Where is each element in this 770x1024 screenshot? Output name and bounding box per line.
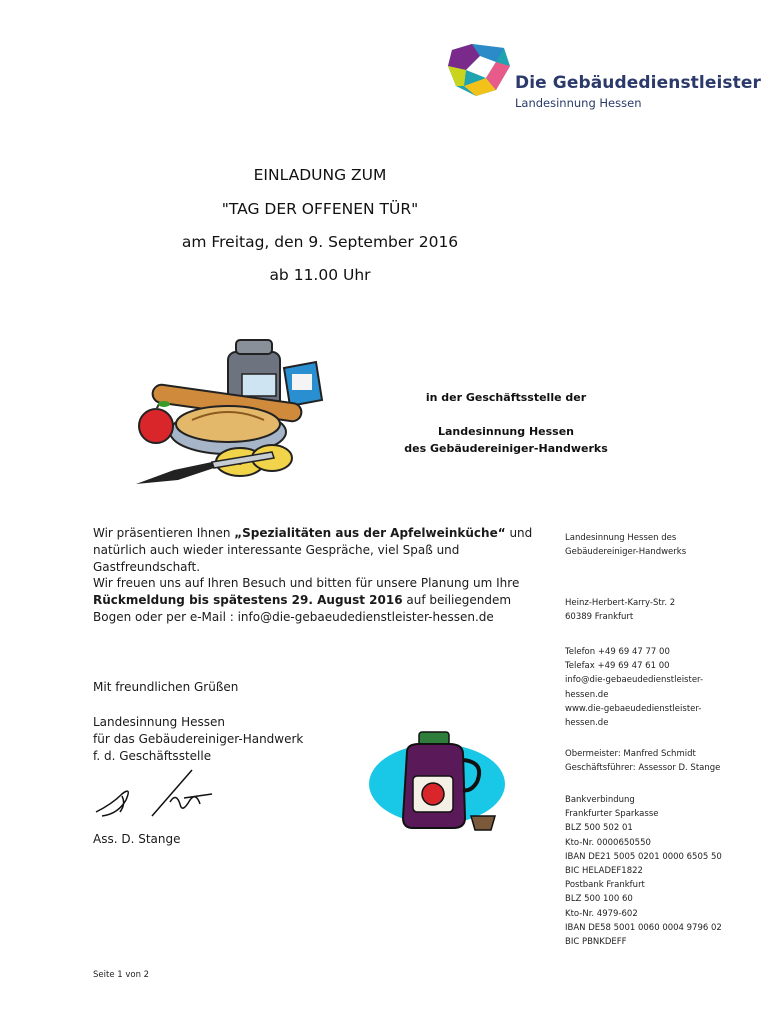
highlight-deadline: Rückmeldung bis spätestens 29. August 2016 <box>93 593 403 607</box>
signature-image <box>92 764 222 828</box>
sender-trade: für das Gebäudereiniger-Handwerk <box>93 732 304 746</box>
highlight-specialties: „Spezialitäten aus der Apfelweinküche“ <box>234 526 506 540</box>
sidebar-contact: Telefon +49 69 47 77 00 Telefax +49 69 47 61 00 info@die-gebaeudedienstleister- hessen.de www.die-gebaeudedienstleister- hessen.de <box>565 647 704 729</box>
sidebar-address: Heinz-Herbert-Karry-Str. 2 60389 Frankfurt <box>565 598 676 623</box>
headline-event: "TAG DER OFFENEN TÜR" <box>221 200 419 218</box>
venue-org-trade: des Gebäudereiniger-Handwerks <box>404 442 608 455</box>
logo-emblem-icon <box>446 42 512 98</box>
sidebar-org: Landesinnung Hessen des Gebäudereiniger-Handwerks <box>565 533 687 558</box>
sender-block <box>93 714 303 765</box>
venue-intro: in der Geschäftsstelle der <box>425 391 587 404</box>
sidebar-people: Obermeister: Manfred Schmidt Geschäftsführer: Assessor D. Stange <box>565 749 721 774</box>
signer-name: Ass. D. Stange <box>93 832 181 846</box>
paragraph-invitation: Wir präsentieren Ihnen „Spezialitäten aus der Apfelweinküche“ und natürlich auch wieder interessante Gespräche, viel Spaß und Gastfreundschaft. <box>93 526 533 574</box>
headline-date: am Freitag, den 9. September 2016 <box>181 233 459 251</box>
greeting: Mit freundlichen Grüßen <box>93 680 239 694</box>
headline-invitation: EINLADUNG ZUM <box>253 166 387 184</box>
page-number: Seite 1 von 2 <box>93 970 150 980</box>
sender-office: f. d. Geschäftsstelle <box>93 749 212 763</box>
baking-clipart-icon <box>132 334 332 494</box>
logo-subtitle: Landesinnung Hessen <box>515 96 642 110</box>
sidebar-bank: Bankverbindung Frankfurter Sparkasse BLZ 500 502 01 Kto-Nr. 0000650550 IBAN DE21 5005 0201 0000 6505 50 BIC HELADEF1822 Postbank Frankfurt BLZ 500 100 60 Kto-Nr. 4979-602 IBAN DE58 5001 0060 0004 9796 02 BIC PBNKDEFF <box>565 795 722 948</box>
paragraph-rsvp: Wir freuen uns auf Ihren Besuch und bitten für unsere Planung um Ihre Rückmeldung bis spätestens 29. August 2016 auf beiliegendem Bogen oder per e-Mail : info@die-gebaeudedienstleister-hessen.de <box>93 576 520 624</box>
venue-org: Landesinnung Hessen <box>438 425 574 438</box>
headline-time: ab 11.00 Uhr <box>269 266 371 284</box>
sender-org: Landesinnung Hessen <box>93 715 225 729</box>
cider-jug-clipart-icon <box>367 730 507 834</box>
logo-title: Die Gebäudedienstleister <box>515 73 761 93</box>
